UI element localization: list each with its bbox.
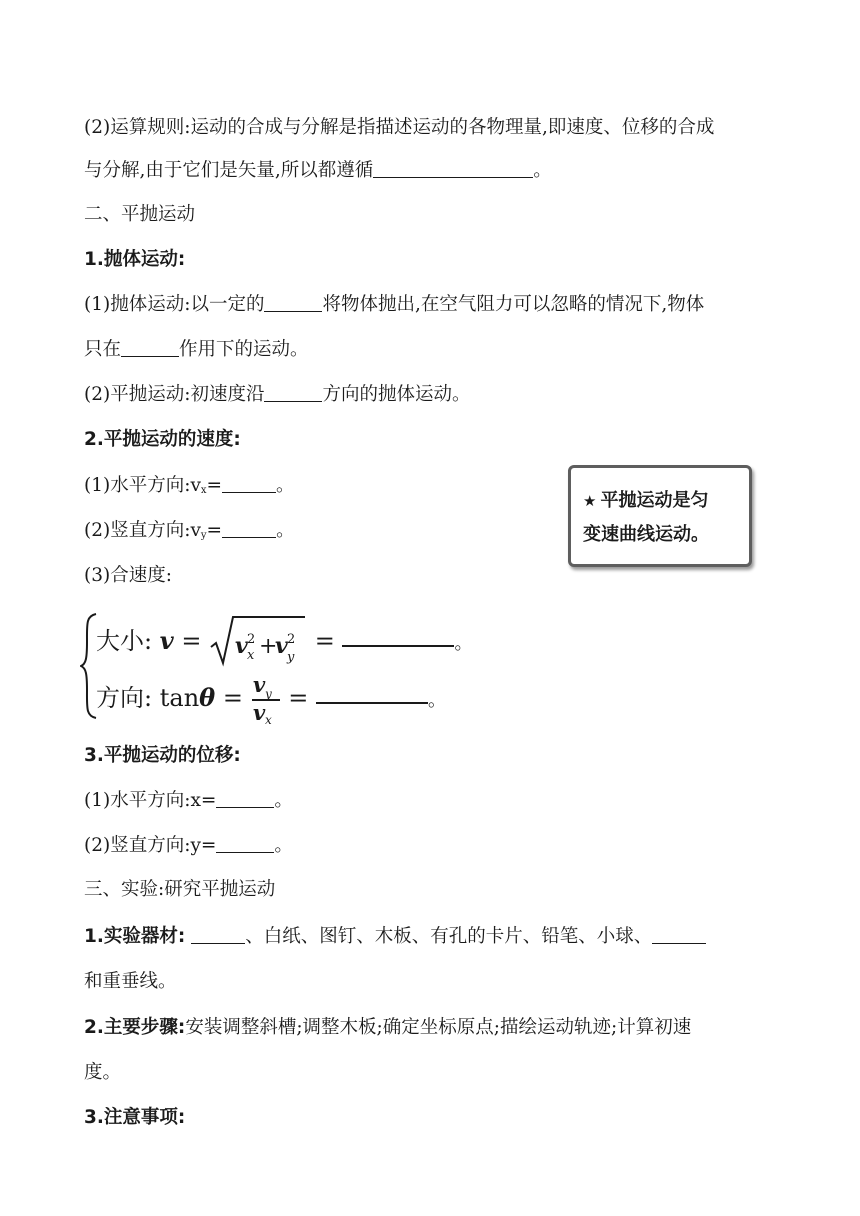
label-text: (2)竖直方向:y=	[84, 835, 217, 856]
svg-text:+: +	[259, 634, 278, 659]
sqrt-expression	[209, 613, 307, 669]
def-text: (2)平抛运动:初速度沿	[84, 384, 265, 405]
math-eq: =	[181, 627, 210, 655]
def-text: 只在	[84, 339, 122, 360]
subsection-title: 3.注意事项:	[84, 1107, 186, 1128]
steps-line1	[84, 1015, 691, 1041]
displacement-vertical	[84, 833, 293, 859]
period: 。	[274, 790, 293, 811]
note-line1	[583, 484, 739, 518]
answer-blank[interactable]	[191, 925, 245, 944]
star-icon: ★	[583, 492, 597, 510]
velocity-direction-formula	[96, 670, 446, 726]
displacement-horizontal	[84, 788, 293, 814]
equipment-line1	[84, 924, 706, 950]
label-text: (3)合速度:	[84, 565, 172, 586]
math-eq: =	[222, 684, 251, 712]
velocity-vertical	[84, 518, 295, 549]
math-theta: θ	[199, 683, 216, 712]
subsection-title: 3.平抛运动的位移:	[84, 745, 241, 766]
period: 。	[276, 475, 295, 496]
period: 。	[276, 520, 295, 541]
direction-label: 方向:	[96, 684, 153, 712]
period: 。	[427, 690, 446, 711]
def-text-cont: 方向的抛体运动。	[322, 384, 471, 405]
subscript: y	[200, 530, 207, 541]
answer-blank[interactable]	[316, 680, 428, 704]
math-eq: =	[288, 684, 316, 712]
answer-blank[interactable]	[342, 623, 454, 647]
velocity-resultant	[84, 563, 172, 589]
math-eq: =	[314, 627, 343, 655]
math-tan: tan	[159, 684, 200, 712]
def-text-cont: 将物体抛出,在空气阻力可以忽略的情况下,物体	[322, 294, 705, 315]
steps-line2	[84, 1060, 121, 1086]
equipment-text-cont: 和重垂线。	[84, 971, 177, 992]
subsection-title: 2.主要步骤:	[84, 1017, 186, 1038]
def-text: (1)抛体运动:以一定的	[84, 294, 265, 315]
equipment-text: 、白纸、图钉、木板、有孔的卡片、铅笔、小球、	[245, 926, 653, 947]
subsection-title: 1.抛体运动:	[84, 249, 186, 270]
answer-blank[interactable]	[264, 383, 322, 402]
subscript: x	[200, 485, 207, 496]
subsection-title: 2.平抛运动的速度:	[84, 429, 241, 450]
label-text: (1)水平方向:x=	[84, 790, 217, 811]
horizontal-projectile-def	[84, 382, 470, 408]
svg-text:v: v	[235, 633, 248, 659]
svg-text:v: v	[275, 633, 288, 659]
rule-text: (2)运算规则:运动的合成与分解是指描述运动的各物理量,即速度、位移的合成	[84, 117, 715, 138]
section-title: 二、平抛运动	[84, 204, 196, 225]
period: 。	[274, 835, 293, 856]
steps-text-cont: 度。	[84, 1062, 122, 1083]
svg-text:v: v	[252, 672, 265, 697]
note-box	[568, 465, 752, 567]
svg-text:y: y	[287, 650, 295, 665]
heading-displacement	[84, 743, 241, 769]
note-text: 平抛运动是匀	[600, 490, 709, 511]
magnitude-label: 大小:	[96, 627, 153, 655]
rule-text-line1	[84, 115, 714, 141]
projectile-def-line2	[84, 337, 309, 363]
answer-blank[interactable]	[216, 834, 274, 853]
svg-text:x: x	[247, 648, 255, 663]
equals: =	[206, 520, 223, 541]
math-v: v	[159, 626, 174, 655]
period: 。	[454, 633, 473, 654]
svg-text:2: 2	[247, 632, 256, 647]
answer-blank[interactable]	[222, 519, 276, 538]
heading-precautions	[84, 1105, 185, 1131]
note-text: 变速曲线运动。	[583, 524, 709, 545]
answer-blank[interactable]	[373, 159, 533, 178]
subsection-title: 1.实验器材:	[84, 926, 186, 947]
answer-blank[interactable]	[216, 789, 274, 808]
answer-blank[interactable]	[264, 293, 322, 312]
equals: =	[206, 475, 223, 496]
rule-text-line2	[84, 158, 552, 184]
note-line2	[583, 518, 739, 552]
section-heading-projectile	[84, 202, 195, 228]
heading-velocity	[84, 427, 241, 453]
svg-text:y: y	[264, 687, 272, 701]
label-text: (1)水平方向:v	[84, 475, 201, 496]
fraction-vy-over-vx	[251, 670, 281, 726]
section-title: 三、实验:研究平抛运动	[84, 879, 276, 900]
def-text-cont: 作用下的运动。	[179, 339, 309, 360]
label-text: (2)竖直方向:v	[84, 520, 201, 541]
svg-text:v: v	[252, 700, 265, 725]
projectile-def-line1	[84, 292, 704, 318]
answer-blank[interactable]	[652, 925, 706, 944]
answer-blank[interactable]	[222, 474, 276, 493]
equipment-line2	[84, 969, 177, 995]
svg-text:2: 2	[287, 632, 296, 647]
velocity-horizontal	[84, 473, 295, 504]
answer-blank[interactable]	[121, 338, 179, 357]
heading-projectile-motion	[84, 247, 185, 273]
period: 。	[533, 160, 552, 181]
section-heading-experiment	[84, 877, 275, 903]
svg-text:x: x	[264, 713, 272, 726]
velocity-magnitude-formula	[96, 613, 472, 669]
steps-text: 安装调整斜槽;调整木板;确定坐标原点;描绘运动轨迹;计算初速	[185, 1017, 692, 1038]
rule-text-cont: 与分解,由于它们是矢量,所以都遵循	[84, 160, 374, 181]
